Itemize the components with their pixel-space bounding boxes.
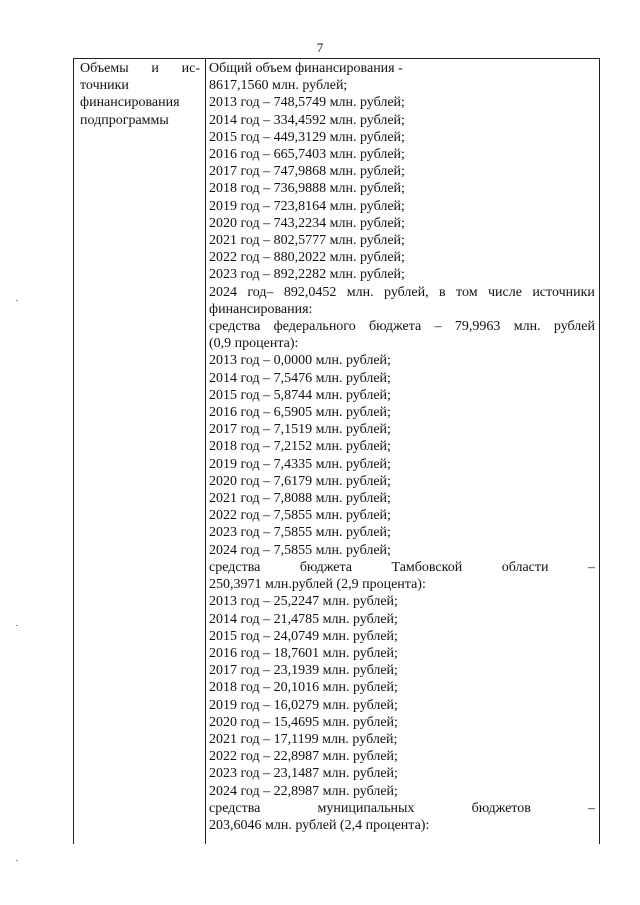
word: средства	[209, 559, 261, 575]
federal-years-list	[209, 352, 595, 558]
word: бюджета	[369, 319, 422, 335]
year-line: 2022 год – 22,8987 млн. рублей;	[209, 749, 398, 765]
word: год–	[247, 284, 274, 300]
label-line: финансирования	[80, 95, 180, 111]
year-line: 2021 год – 7,8088 млн. рублей;	[209, 491, 391, 507]
municipal-budget-line	[209, 800, 595, 817]
word: млн.	[346, 284, 374, 300]
year-line: 2015 год – 5,8744 млн. рублей;	[209, 387, 391, 403]
year-line: 2019 год – 16,0279 млн. рублей;	[209, 697, 398, 713]
year-line: 2022 год – 880,2022 млн. рублей;	[209, 250, 405, 266]
year-line: 2024 год – 7,5855 млн. рублей;	[209, 542, 391, 558]
year-line: 2017 год – 747,9868 млн. рублей;	[209, 164, 405, 180]
total-header: Общий объем финансирования -	[209, 61, 403, 76]
scan-mark	[16, 625, 18, 626]
label-line: подпрограммы	[80, 112, 169, 128]
year-line: 2020 год – 15,4695 млн. рублей;	[209, 714, 398, 730]
word: федерального	[273, 319, 356, 335]
year-line: 2016 год – 6,5905 млн. рублей;	[209, 405, 391, 421]
financing-content-cell	[209, 60, 595, 834]
federal-percent: (0,9 процента):	[209, 336, 299, 352]
word: области	[501, 559, 549, 575]
page-number: 7	[316, 40, 324, 55]
label-word: ис-	[181, 61, 200, 76]
year-line: 2015 год – 24,0749 млн. рублей;	[209, 628, 398, 644]
total-years-list	[209, 94, 595, 283]
word: рублей	[553, 319, 595, 335]
year-line: 2020 год – 7,6179 млн. рублей;	[209, 473, 391, 489]
year-line: 2021 год – 17,1199 млн. рублей;	[209, 731, 398, 747]
word: –	[587, 559, 595, 575]
column-divider	[205, 59, 206, 844]
year-line: 2019 год – 723,8164 млн. рублей;	[209, 198, 405, 214]
year-line: 2018 год – 20,1016 млн. рублей;	[209, 680, 398, 696]
word: муниципальных	[317, 800, 415, 816]
label-word: Объемы	[80, 61, 129, 76]
word: 892,0452	[283, 284, 337, 300]
year-line: 2021 год – 802,5777 млн. рублей;	[209, 233, 405, 249]
year-line: 2022 год – 7,5855 млн. рублей;	[209, 508, 391, 524]
federal-budget-line	[209, 318, 595, 335]
municipal-amount: 203,6046 млн. рублей (2,4 процента):	[209, 817, 430, 833]
scan-mark	[16, 860, 18, 861]
year-line: 2020 год – 743,2234 млн. рублей;	[209, 215, 405, 231]
financing-sources-label: финансирования:	[209, 301, 313, 317]
row-label-cell	[80, 60, 200, 129]
word: рублей,	[384, 284, 429, 300]
word: бюджета	[299, 559, 353, 575]
regional-amount: 250,3971 млн.рублей (2,9 процента):	[209, 577, 426, 593]
word: –	[434, 319, 442, 335]
year-line: 2014 год – 21,4785 млн. рублей;	[209, 611, 398, 627]
label-word: и	[151, 61, 159, 76]
year-line: 2018 год – 7,2152 млн. рублей;	[209, 439, 391, 455]
year-line: 2019 год – 7,4335 млн. рублей;	[209, 456, 391, 472]
word: числе	[487, 284, 522, 300]
year-line: 2024 год – 22,8987 млн. рублей;	[209, 783, 398, 799]
financing-table	[73, 58, 600, 844]
word: в	[439, 284, 446, 300]
word: средства	[209, 800, 261, 816]
word: –	[588, 800, 595, 816]
year-line: 2017 год – 7,1519 млн. рублей;	[209, 422, 391, 438]
label-line	[80, 60, 200, 77]
word: средства	[209, 319, 261, 335]
regional-budget-line	[209, 559, 595, 576]
total-amount: 8617,1560 млн. рублей;	[209, 78, 348, 94]
year-2024-line	[209, 284, 595, 301]
word: млн.	[513, 319, 541, 335]
word: источники	[532, 284, 595, 300]
year-line: 2015 год – 449,3129 млн. рублей;	[209, 129, 405, 145]
word: Тамбовской	[391, 559, 463, 575]
year-line: 2018 год – 736,9888 млн. рублей;	[209, 181, 405, 197]
scan-mark	[16, 300, 18, 301]
year-line: 2014 год – 334,4592 млн. рублей;	[209, 112, 405, 128]
year-line: 2023 год – 7,5855 млн. рублей;	[209, 525, 391, 541]
year-line: 2023 год – 23,1487 млн. рублей;	[209, 766, 398, 782]
word: бюджетов	[471, 800, 531, 816]
year-line: 2013 год – 748,5749 млн. рублей;	[209, 95, 405, 111]
regional-years-list	[209, 593, 595, 799]
year-line: 2013 год – 25,2247 млн. рублей;	[209, 594, 398, 610]
word: 79,9963	[454, 319, 501, 335]
word: 2024	[209, 284, 237, 300]
label-line: точники	[80, 78, 129, 94]
year-line: 2013 год – 0,0000 млн. рублей;	[209, 353, 391, 369]
year-line: 2016 год – 665,7403 млн. рублей;	[209, 147, 405, 163]
year-line: 2014 год – 7,5476 млн. рублей;	[209, 370, 391, 386]
year-line: 2023 год – 892,2282 млн. рублей;	[209, 267, 405, 283]
year-line: 2017 год – 23,1939 млн. рублей;	[209, 663, 398, 679]
word: том	[456, 284, 478, 300]
year-line: 2016 год – 18,7601 млн. рублей;	[209, 645, 398, 661]
